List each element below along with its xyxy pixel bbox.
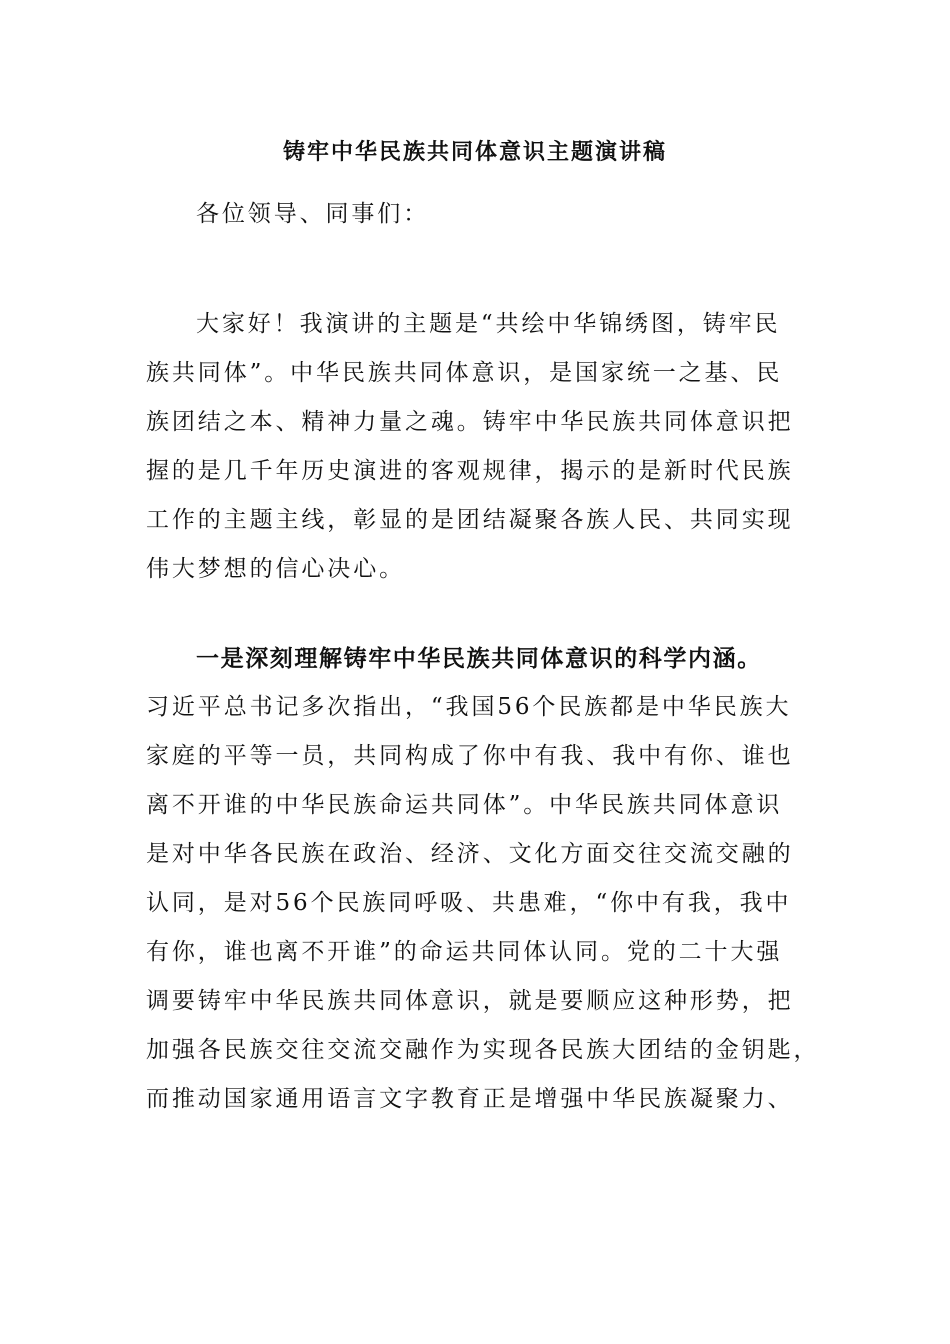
section-1-line: 认同，是对56个民族同呼吸、共患难，“你中有我，我中 [146,890,792,916]
section-1-line: 加强各民族交往交流交融作为实现各民族大团结的金钥匙， [146,1037,820,1063]
section-1-line: 家庭的平等一员，共同构成了你中有我、我中有你、谁也 [146,743,794,769]
paragraph-1-line: 握的是几千年历史演进的客观规律，揭示的是新时代民族 [146,458,794,484]
section-1-line: 习近平总书记多次指出，“我国56个民族都是中华民族大 [146,694,792,720]
section-1-line: 有你，谁也离不开谁”的命运共同体认同。党的二十大强 [146,939,783,965]
section-1-line: 而推动国家通用语言文字教育正是增强中华民族凝聚力、 [146,1086,794,1112]
salutation: 各位领导、同事们： [196,201,430,227]
section-1-line: 调要铸牢中华民族共同体意识，就是要顺应这种形势，把 [146,988,794,1014]
section-1-line: 离不开谁的中华民族命运共同体”。中华民族共同体意识 [146,792,783,818]
paragraph-1-line: 族团结之本、精神力量之魂。铸牢中华民族共同体意识把 [146,409,794,435]
section-1-heading: 一是深刻理解铸牢中华民族共同体意识的科学内涵。 [196,645,762,672]
section-1-line: 是对中华各民族在政治、经济、文化方面交往交流交融的 [146,841,794,867]
paragraph-1-line: 大家好！我演讲的主题是“共绘中华锦绣图，铸牢民 [196,311,781,337]
paragraph-1-line: 族共同体”。中华民族共同体意识，是国家统一之基、民 [146,360,783,386]
document-title: 铸牢中华民族共同体意识主题演讲稿 [282,139,667,165]
paragraph-1-line: 工作的主题主线，彰显的是团结凝聚各族人民、共同实现 [146,507,794,533]
paragraph-1-line: 伟大梦想的信心决心。 [146,556,405,582]
